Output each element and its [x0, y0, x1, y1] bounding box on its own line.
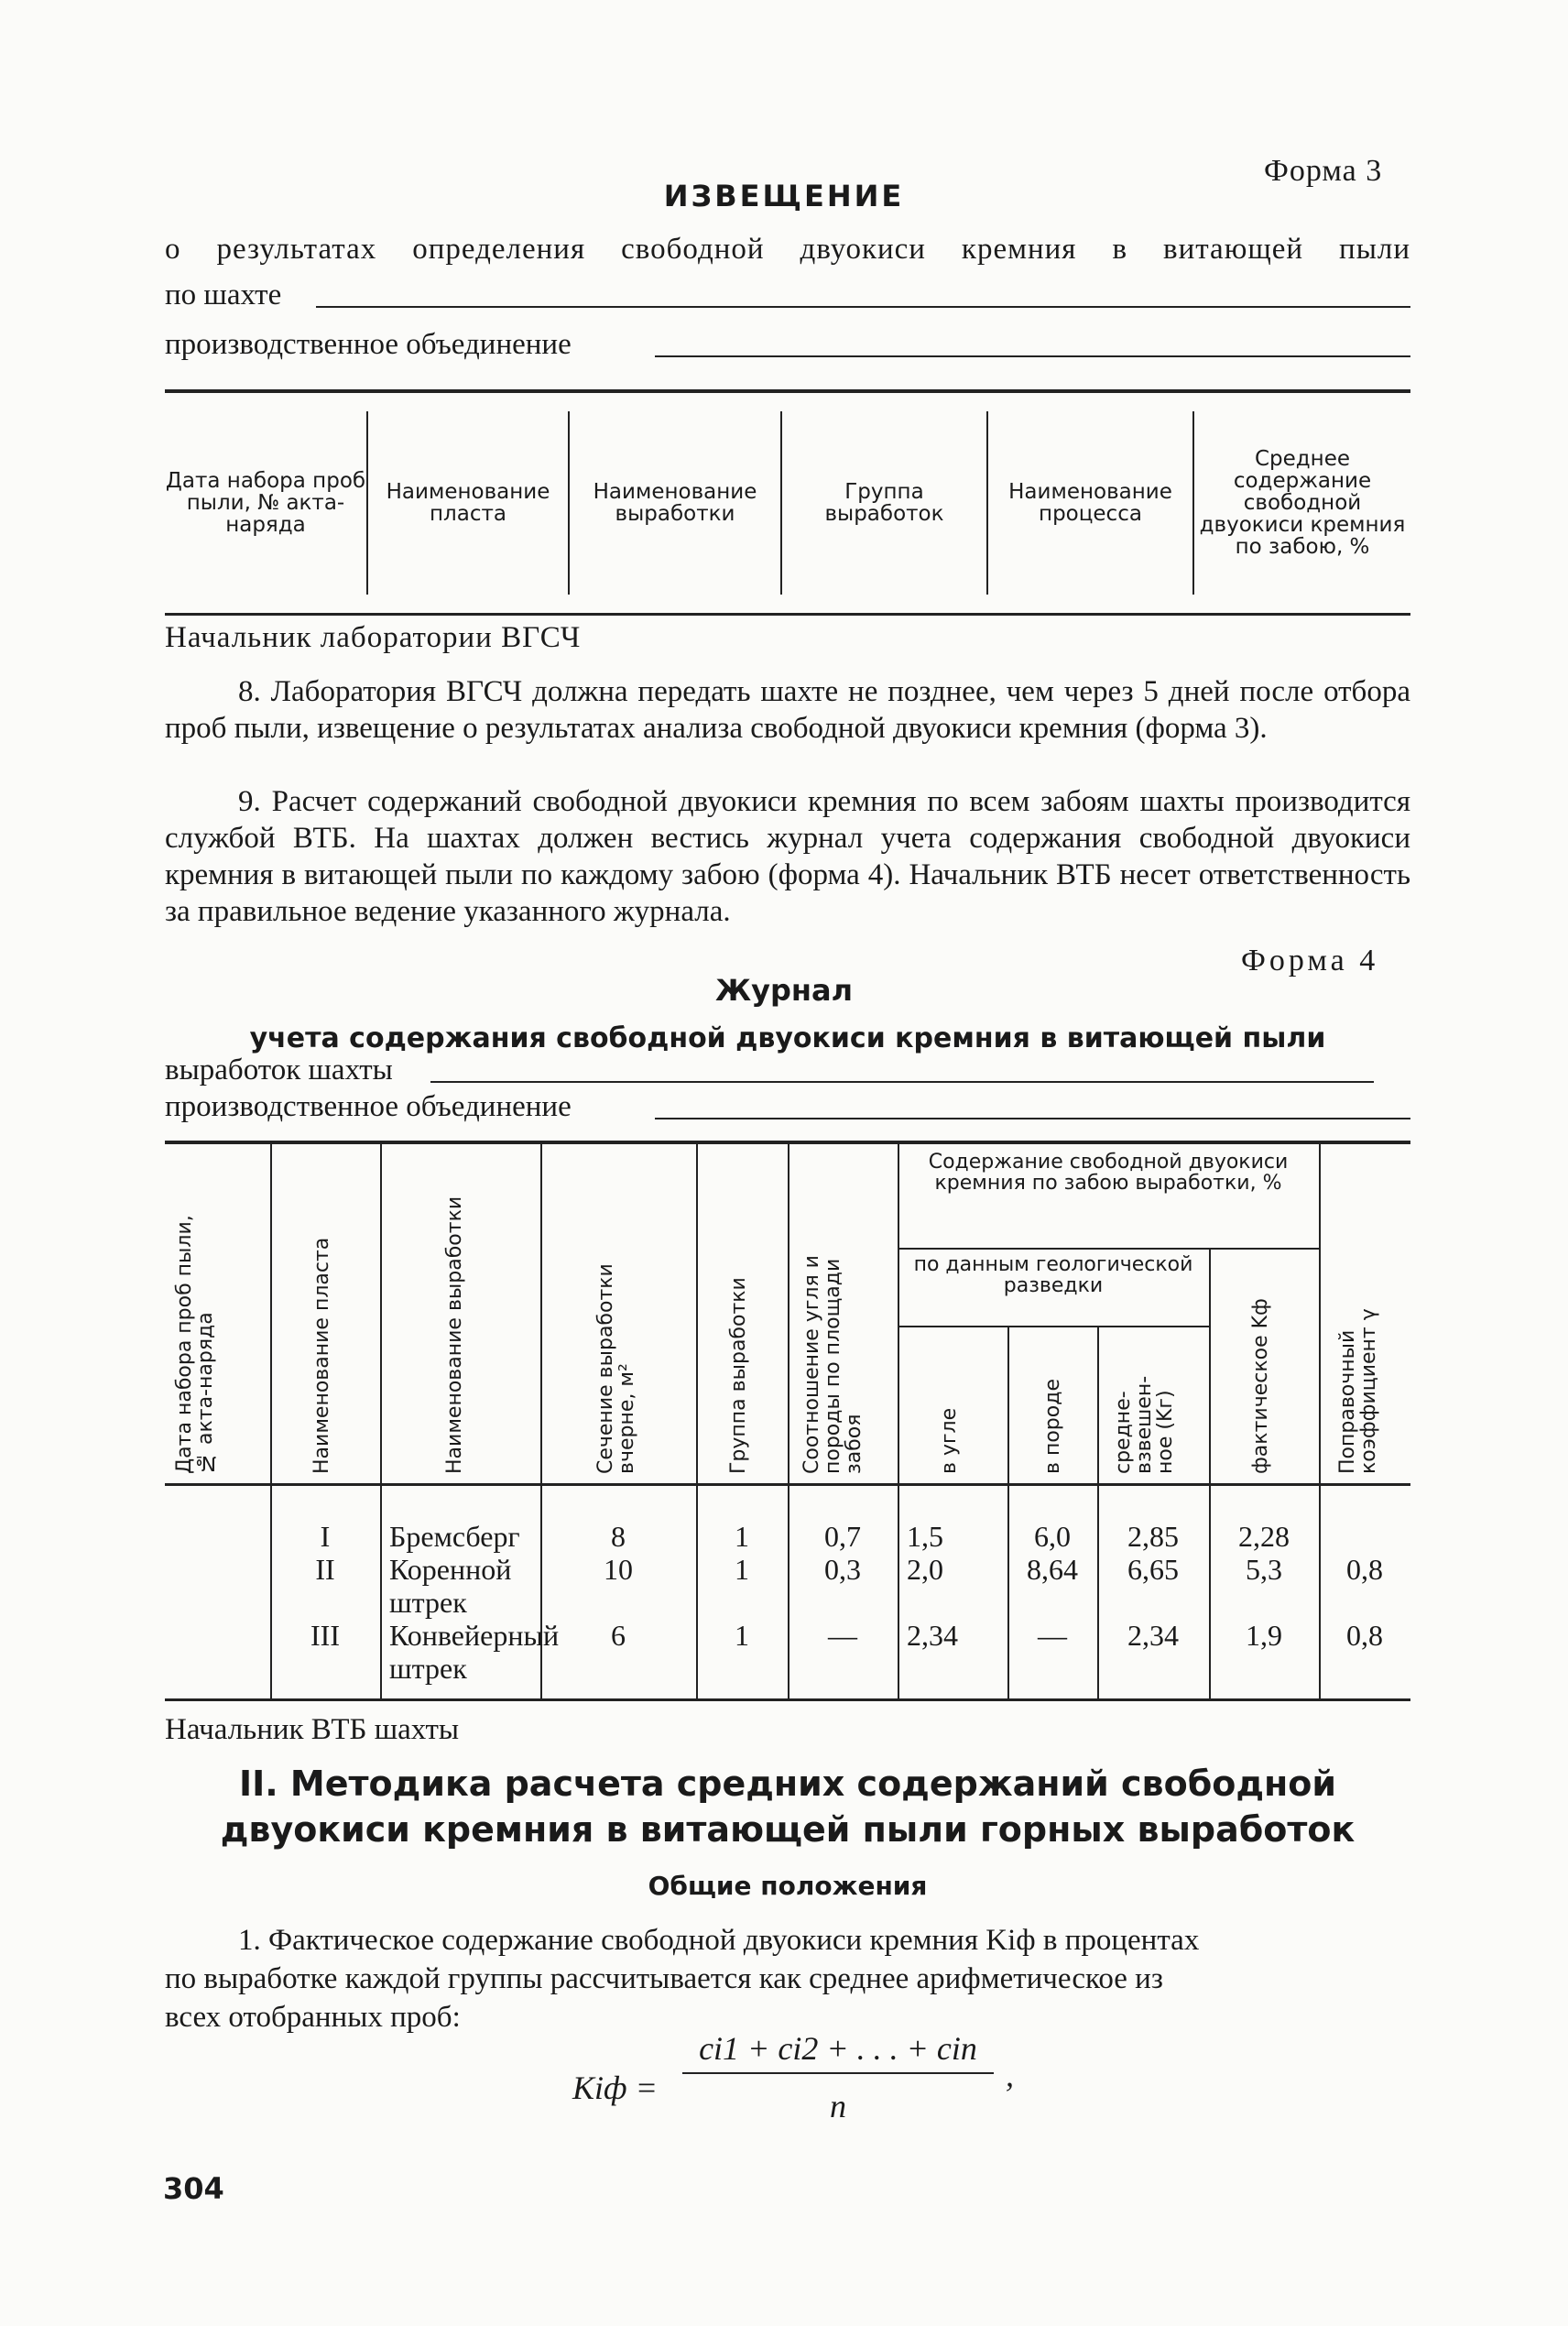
row3-weighted: 2,34 [1127, 1619, 1179, 1652]
form4-col-ratio: Соотношение угля и породы по площади забоя [800, 1255, 866, 1474]
row3-coal: 2,34 [907, 1619, 958, 1652]
row1-plast: I [320, 1520, 331, 1553]
row1-group: 1 [735, 1520, 749, 1553]
row1-weighted: 2,85 [1127, 1520, 1179, 1553]
row3-group: 1 [735, 1619, 749, 1652]
form3-label: Форма 3 [1264, 154, 1383, 188]
formula-lhs: Kiф = [572, 2069, 658, 2106]
row1-name: Бремсберг [389, 1520, 520, 1553]
form3-table [165, 389, 1410, 616]
row1-rock: 6,0 [1034, 1520, 1071, 1553]
form4-mine-label: выработок шахты [165, 1054, 393, 1087]
form3-col-group: Группа выработок [824, 479, 944, 526]
row2-rock: 8,64 [1027, 1553, 1078, 1586]
section2-para-line3: всех отобранных проб: [165, 2001, 461, 2034]
row2-coal: 2,0 [907, 1553, 943, 1586]
row3-ratio: — [828, 1619, 857, 1652]
row1-ratio: 0,7 [824, 1520, 861, 1553]
paragraph-9: 9. Расчет содержаний свободной двуокиси кремния по всем забоям шахты производится службой ВТБ. На шахтах должен вестись журнал учета содержания свободной двуокиси кремния в витающей пыли по каждому забою (форма 4). Начальник ВТБ несет ответственность за правильное ведение указанного журнала. [165, 785, 1410, 928]
section2-para-line2: по выработке каждой группы рассчитывается как среднее арифметическое из [165, 1962, 1163, 1995]
row3-coef: 0,8 [1346, 1619, 1383, 1652]
page-number: 304 [163, 2171, 224, 2206]
form4-col-date: Дата набора проб пыли, № акта-наряда [173, 1215, 218, 1474]
form4-group-header: Содержание свободной двуокиси кремния по забою выработки, % [928, 1151, 1289, 1196]
section2-subtitle: Общие положения [648, 1871, 928, 1901]
row2-weighted: 6,65 [1127, 1553, 1179, 1586]
formula-denominator: n [830, 2088, 846, 2124]
row2-actual: 5,3 [1246, 1553, 1282, 1586]
form4-col-plast: Наименование пласта [310, 1237, 333, 1474]
form4-col-coef: Поправочный коэффициент γ [1336, 1308, 1381, 1474]
row3-section: 6 [611, 1619, 626, 1652]
row3-plast: III [310, 1619, 340, 1652]
form3-col-plast: Наименование пласта [386, 479, 550, 526]
formula-numerator: ci1 + ci2 + . . . + cin [699, 2030, 977, 2067]
form4-signature: Начальник ВТБ шахты [165, 1713, 460, 1746]
form4-subtitle: учета содержания свободной двуокиси кремния в витающей пыли [249, 1022, 1326, 1054]
section2-title-line1: II. Методика расчета средних содержаний свободной [238, 1764, 1337, 1804]
form3-mine-label: по шахте [165, 278, 282, 311]
row2-name2: штрек [389, 1586, 467, 1619]
form4-mine-line [430, 1081, 1374, 1083]
form4-title: Журнал [714, 973, 854, 1008]
form4-association-label: производственное объединение [165, 1090, 572, 1123]
form4-col-section: Сечение выработки вчерне, м² [594, 1263, 639, 1474]
form3-col-working: Наименование выработки [593, 479, 757, 526]
form4-col-weighted: средне- взвешен- ное (Kг) [1112, 1375, 1178, 1474]
row3-actual: 1,9 [1246, 1619, 1282, 1652]
formula-comma: , [1006, 2057, 1014, 2093]
row1-actual: 2,28 [1238, 1520, 1290, 1553]
form3-mine-line [316, 306, 1410, 308]
form4-label: Форма 4 [1241, 944, 1379, 977]
form3-title: ИЗВЕЩЕНИЕ [663, 179, 905, 213]
form4-col-rock: в породе [1041, 1379, 1064, 1474]
row2-name: Коренной [389, 1553, 512, 1586]
row3-name2: штрек [389, 1652, 467, 1685]
row3-name: Конвейерный [389, 1619, 560, 1652]
paragraph-8: 8. Лаборатория ВГСЧ должна передать шахте не позднее, чем через 5 дней после отбора проб пыли, извещение о результатах анализа свободной двуокиси кремния (форма 3). [165, 675, 1410, 745]
form3-association-line [655, 355, 1410, 357]
row2-section: 10 [604, 1553, 633, 1586]
form4-col-group: Группа выработки [727, 1277, 750, 1474]
formula-fraction-bar [682, 2072, 994, 2074]
form4-col-actual: фактическое Kф [1249, 1298, 1272, 1474]
form3-col-date: Дата набора проб пыли, № акта-наряда [165, 468, 366, 538]
row3-rock: — [1038, 1619, 1067, 1652]
row1-coal: 1,5 [907, 1520, 943, 1553]
row2-ratio: 0,3 [824, 1553, 861, 1586]
form3-subtitle: о результатах определения свободной двуокиси кремния в витающей пыли [165, 233, 1410, 266]
section2-para-line1: 1. Фактическое содержание свободной двуокиси кремния Kiф в процентах [238, 1924, 1200, 1957]
form4-subgroup-header: по данным геологической разведки [913, 1253, 1193, 1298]
form3-col-process: Наименование процесса [1008, 479, 1172, 526]
form3-col-average: Среднее содержание свободной двуокиси кремния по забою, % [1199, 446, 1406, 560]
form3-association-label: производственное объединение [165, 328, 572, 361]
row2-group: 1 [735, 1553, 749, 1586]
form4-association-line [655, 1118, 1410, 1119]
form4-col-working: Наименование выработки [443, 1196, 466, 1474]
form4-col-coal: в угле [938, 1407, 961, 1474]
row2-plast: II [315, 1553, 335, 1586]
row2-coef: 0,8 [1346, 1553, 1383, 1586]
row1-section: 8 [611, 1520, 626, 1553]
form4-table [165, 1141, 1410, 1701]
section2-title-line2: двуокиси кремния в витающей пыли горных выработок [220, 1809, 1356, 1850]
form3-signature: Начальник лаборатории ВГСЧ [165, 621, 582, 654]
